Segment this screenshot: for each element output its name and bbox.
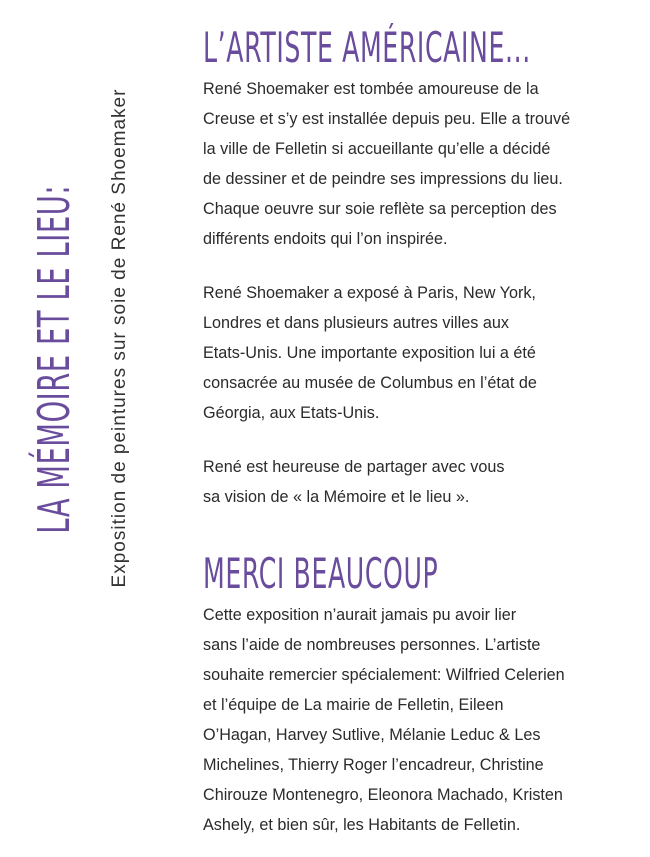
thanks-heading: MERCI BEAUCOUP xyxy=(203,549,439,598)
artist-paragraph-1: René Shoemaker est tombée amoureuse de la Creuse et s’y est installée depuis peu. Elle a trouvé la ville de Felletin si accueillante qu’elle a décidé de dessiner et de peindre ses impressions du lieu. Chaque oeuvre sur soie reflète sa perception des différents endoits qui l’on inspirée. xyxy=(203,80,571,248)
main-content xyxy=(203,22,643,840)
artist-heading: L’ARTISTE AMÉRICAINE... xyxy=(203,23,531,72)
exhibition-title: LA MÉMOIRE ET LE LIEU: xyxy=(29,184,80,534)
exhibition-subtitle: Exposition de peintures sur soie de René Shoemaker xyxy=(109,88,130,588)
thanks-paragraph: Cette exposition n’aurait jamais pu avoir lier sans l’aide de nombreuses personnes. L’artiste souhaite remercier spécialement: Wilfried Celerien et l’équipe de La mairie de Felletin, Eileen O’Hagan, Harvey Sutlive, Mélanie Leduc & Les Michelines, Thierry Roger l’encadreur, Christine Chirouze Montenegro, Eleonora Machado, Kristen Ashely, et bien sûr, les Habitants de Felletin. xyxy=(203,606,565,834)
side-title-block xyxy=(0,0,150,857)
artist-paragraph-3: René est heureuse de partager avec vous sa vision de « la Mémoire et le lieu ». xyxy=(203,458,505,506)
artist-paragraph-2: René Shoemaker a exposé à Paris, New York, Londres et dans plusieurs autres villes aux Etats-Unis. Une importante exposition lui a été consacrée au musée de Columbus en l’état de Géorgia, aux Etats-Unis. xyxy=(203,284,537,422)
